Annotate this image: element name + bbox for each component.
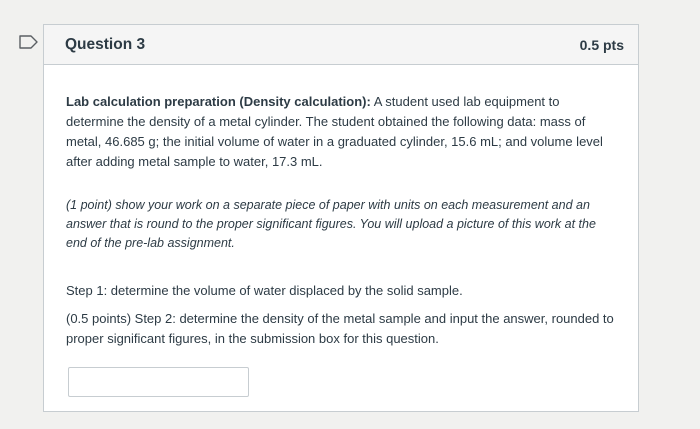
question-card (43, 24, 639, 412)
answer-input[interactable] (68, 367, 249, 397)
question-intro (66, 92, 616, 172)
question-header (44, 25, 638, 65)
step2-text: (0.5 points) Step 2: determine the density of the metal sample and input the answer, rounded to proper significant figures, in the submission box for this question. (66, 311, 614, 346)
question-body (44, 65, 638, 397)
flag-icon[interactable] (19, 35, 39, 49)
step1-text: Step 1: determine the volume of water displaced by the solid sample. (66, 283, 463, 298)
instructions-text: (1 point) show your work on a separate piece of paper with units on each measurement and an answer that is round to the proper significant figures. You will upload a picture of this work at the end of the pre-lab assignment. (66, 198, 596, 250)
intro-heading: Lab calculation preparation (Density calculation): (66, 94, 371, 109)
intro-text: A student used lab equipment to determine the density of a metal cylinder. The student obtained the following data: mass of metal, 46.685 g; the initial volume of water in a graduated cylinder, 15.6 mL; and volume level after adding metal sample to water, 17.3 mL. (66, 94, 603, 169)
question-points: 0.5 pts (579, 36, 624, 53)
question-title: Question 3 (65, 35, 146, 53)
